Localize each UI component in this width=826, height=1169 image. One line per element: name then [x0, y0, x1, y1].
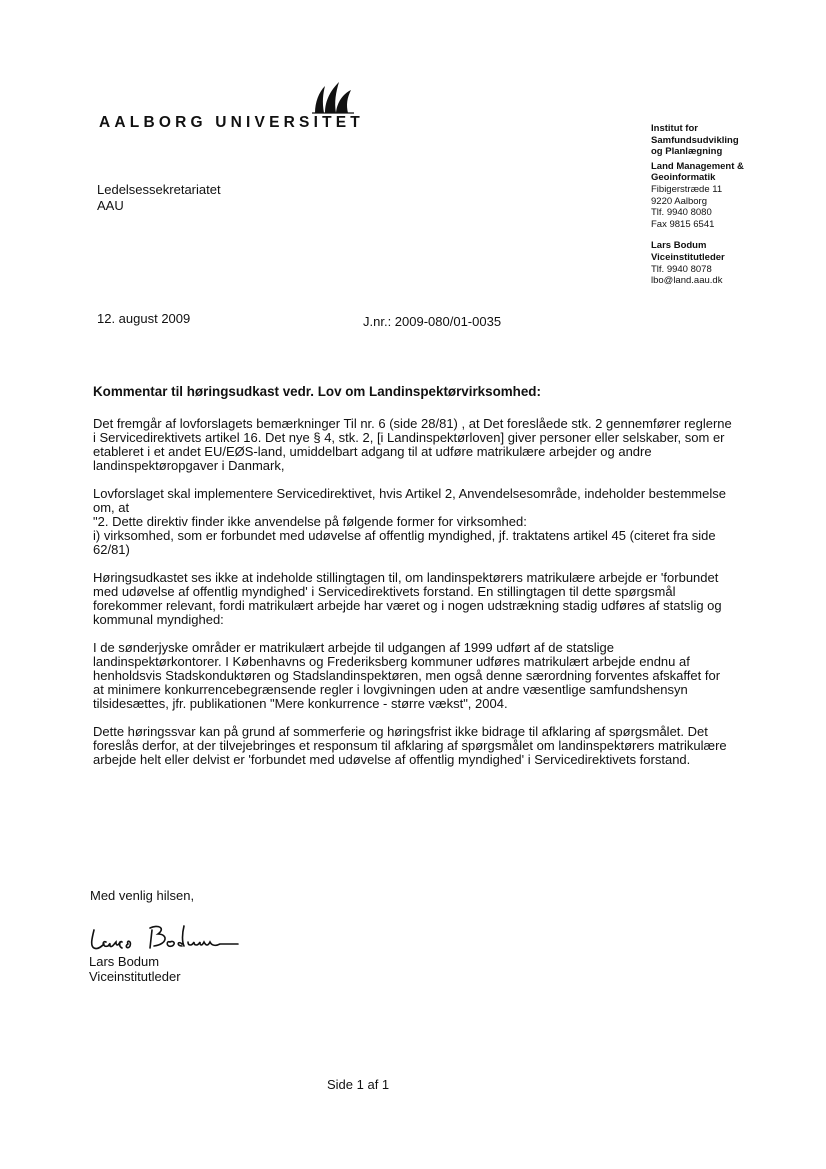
closing-greeting: Med venlig hilsen, [90, 888, 195, 903]
street-address: Fibigerstræde 11 [651, 183, 723, 195]
quote-line: i) virksomhed, som er forbundet med udøvelse af offentlig myndighed, jf. traktatens artikel 45 (citeret fra side 62/81) [93, 528, 716, 557]
paragraph: Høringsudkastet ses ikke at indeholde stillingtagen til, om landinspektørers matrikulære arbejde er 'forbundet med udøvelse af offentlig myndighed' i Servicedirektivets forstand. En stillingtagen til dette spørgsmål forekommer relevant, fordi matrikulært arbejde har været og i nogen udstrækning stadig udføres af statslig og kommunal myndighed: [93, 570, 722, 627]
contact-name: Lars Bodum [651, 240, 707, 252]
signer-title: Viceinstitutleder [89, 969, 181, 984]
institute-line: og Planlægning [651, 146, 723, 158]
quote-line: "2. Dette direktiv finder ikke anvendelse på følgende former for virksomhed: [93, 514, 527, 529]
journal-number: J.nr.: 2009-080/01-0035 [363, 314, 502, 329]
contact-phone: Tlf. 9940 8078 [651, 263, 712, 275]
paragraph-line: Lovforslaget skal implementere Servicedirektivet, hvis Artikel 2, Anvendelsesområde, indeholder bestemmelse om, at [93, 486, 726, 515]
paragraph: Dette høringssvar kan på grund af sommerferie og høringsfrist ikke bidrage til afklaring af spørgsmålet. Det foreslås derfor, at der tilvejebringes et responsum til afklaring af spørgsmålet om landinspektørers matrikulære arbejde helt eller delvist er 'forbundet med udøvelse af offentlig myndighed' i Servicedirektivets forstand. [93, 724, 727, 767]
university-name: AALBORG UNIVERSITET [99, 114, 364, 131]
recipient-line: AAU [97, 198, 124, 213]
signer-block [89, 954, 181, 984]
sender-info [651, 123, 821, 287]
university-logo-mark-icon [309, 80, 357, 114]
institute-line: Samfundsudvikling [651, 134, 739, 146]
paragraph: I de sønderjyske områder er matrikulært arbejde til udgangen af 1999 udført af de statslige landinspektørkontorer. I Københavns og Frederiksberg kommuner udføres matrikulært arbejde endnu af henholdsvis Stadskonduktøren og Stadslandinspektøren, men også denne særordning forventes afskaffet for at minimere konkurrencebegrænsende regler i lovgivningen uden at andre væsentlige samfundshensyn tilsidesættes, jfr. publikationen "Mere konkurrence - større vækst", 2004. [93, 640, 721, 711]
contact-email: lbo@land.aau.dk [651, 275, 723, 287]
fax-number: Fax 9815 6541 [651, 218, 715, 230]
recipient-line: Ledelsessekretariatet [97, 182, 221, 197]
recipient-address [97, 182, 221, 214]
paragraph: Det fremgår af lovforslagets bemærkninger Til nr. 6 (side 28/81) , at Det foreslåede stk. 2 gennemfører reglerne i Servicedirektivets artikel 16. Det nye § 4, stk. 2, [i Landinspektørloven] giver personer eller selskaber, som er etableret i et andet EU/EØS-land, umiddelbart adgang til at udføre matrikulære arbejder og andre landinspektøropgaver i Danmark, [93, 416, 732, 473]
contact-title: Viceinstitutleder [651, 251, 725, 263]
signer-name: Lars Bodum [89, 954, 160, 969]
institute-line: Institut for [651, 123, 698, 134]
paragraph [93, 487, 733, 557]
phone-number: Tlf. 9940 8080 [651, 207, 712, 219]
letter-heading: Kommentar til høringsudkast vedr. Lov om Landinspektørvirksomhed: [93, 384, 541, 399]
page-number: Side 1 af 1 [327, 1077, 390, 1092]
city-address: 9220 Aalborg [651, 195, 707, 207]
handwritten-signature [88, 920, 248, 956]
department-line: Land Management & [651, 160, 744, 172]
department-line: Geoinformatik [651, 172, 716, 184]
letter-body [93, 385, 733, 781]
letter-date: 12. august 2009 [97, 311, 191, 326]
